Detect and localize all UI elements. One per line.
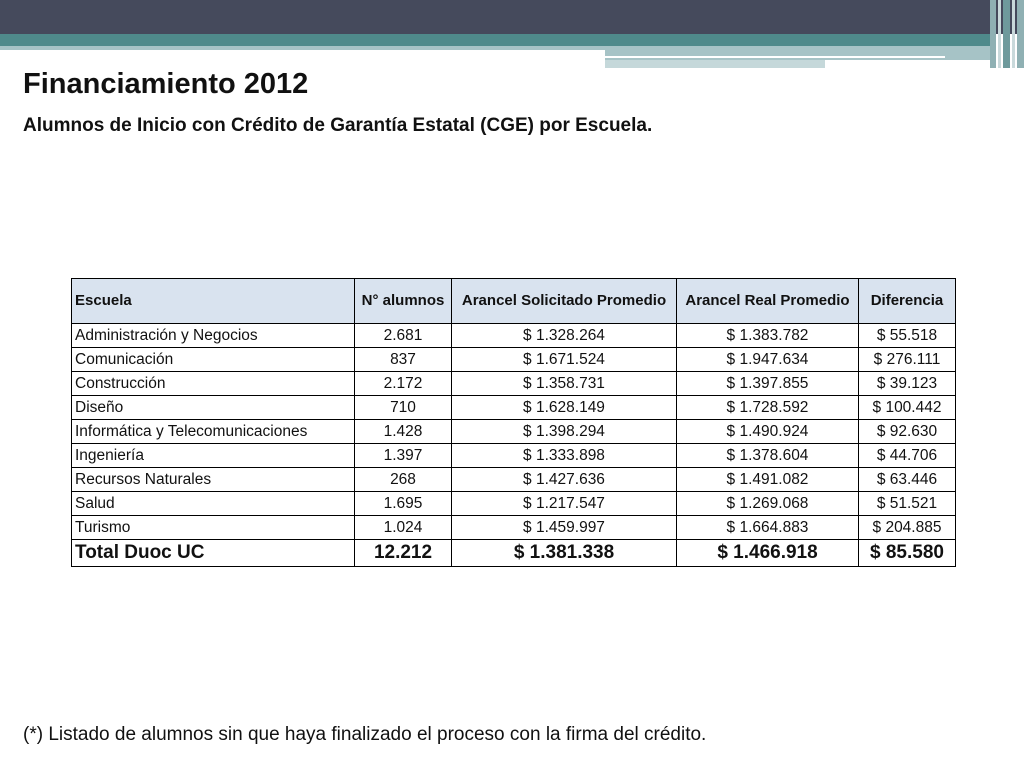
- column-header-escuela: Escuela: [72, 279, 355, 324]
- header-vertical-stripes: [990, 0, 1024, 68]
- header-bar-light-accent-2: [605, 60, 825, 68]
- cell-arancel-solicitado: $ 1.358.731: [452, 372, 677, 396]
- cell-escuela: Construcción: [72, 372, 355, 396]
- cell-arancel-real: $ 1.728.592: [677, 396, 859, 420]
- cell-arancel-solicitado: $ 1.333.898: [452, 444, 677, 468]
- table-row: [72, 420, 956, 444]
- cell-diferencia: $ 204.885: [859, 516, 956, 540]
- column-header-diferencia: Diferencia: [859, 279, 956, 324]
- total-diferencia: $ 85.580: [859, 540, 956, 567]
- total-arancel-solicitado: $ 1.381.338: [452, 540, 677, 567]
- header-bar-light-accent: [605, 50, 990, 60]
- cell-alumnos: 2.172: [355, 372, 452, 396]
- cell-alumnos: 1.024: [355, 516, 452, 540]
- cell-alumnos: 837: [355, 348, 452, 372]
- cell-escuela: Diseño: [72, 396, 355, 420]
- financing-table: [71, 278, 956, 567]
- table-header-row: [72, 279, 956, 324]
- cell-arancel-real: $ 1.491.082: [677, 468, 859, 492]
- header-divider-line: [605, 56, 945, 58]
- table-row: [72, 396, 956, 420]
- column-header-alumnos: N° alumnos: [355, 279, 452, 324]
- cell-diferencia: $ 51.521: [859, 492, 956, 516]
- cell-diferencia: $ 63.446: [859, 468, 956, 492]
- cell-arancel-real: $ 1.269.068: [677, 492, 859, 516]
- cell-alumnos: 1.397: [355, 444, 452, 468]
- cell-arancel-real: $ 1.947.634: [677, 348, 859, 372]
- table-row: [72, 324, 956, 348]
- cell-diferencia: $ 39.123: [859, 372, 956, 396]
- total-arancel-real: $ 1.466.918: [677, 540, 859, 567]
- column-header-arancel-real: Arancel Real Promedio: [677, 279, 859, 324]
- cell-diferencia: $ 44.706: [859, 444, 956, 468]
- page-subtitle: Alumnos de Inicio con Crédito de Garantía Estatal (CGE) por Escuela.: [23, 115, 653, 136]
- table-total-row: [72, 540, 956, 567]
- cell-arancel-solicitado: $ 1.328.264: [452, 324, 677, 348]
- cell-escuela: Administración y Negocios: [72, 324, 355, 348]
- cell-alumnos: 268: [355, 468, 452, 492]
- cell-arancel-real: $ 1.383.782: [677, 324, 859, 348]
- cell-arancel-solicitado: $ 1.459.997: [452, 516, 677, 540]
- cell-arancel-real: $ 1.378.604: [677, 444, 859, 468]
- cell-alumnos: 710: [355, 396, 452, 420]
- table-row: [72, 516, 956, 540]
- column-header-arancel-solicitado: Arancel Solicitado Promedio: [452, 279, 677, 324]
- cell-arancel-solicitado: $ 1.398.294: [452, 420, 677, 444]
- header-bar-dark: [0, 0, 1024, 34]
- cell-arancel-solicitado: $ 1.427.636: [452, 468, 677, 492]
- cell-escuela: Comunicación: [72, 348, 355, 372]
- cell-arancel-solicitado: $ 1.217.547: [452, 492, 677, 516]
- total-label: Total Duoc UC: [72, 540, 355, 567]
- cell-arancel-solicitado: $ 1.628.149: [452, 396, 677, 420]
- cell-escuela: Recursos Naturales: [72, 468, 355, 492]
- cell-diferencia: $ 100.442: [859, 396, 956, 420]
- footnote: (*) Listado de alumnos sin que haya finalizado el proceso con la firma del crédito.: [23, 724, 707, 745]
- cell-arancel-real: $ 1.490.924: [677, 420, 859, 444]
- header-bar-teal: [0, 34, 990, 46]
- cell-arancel-solicitado: $ 1.671.524: [452, 348, 677, 372]
- cell-escuela: Salud: [72, 492, 355, 516]
- cell-diferencia: $ 276.111: [859, 348, 956, 372]
- cell-escuela: Ingeniería: [72, 444, 355, 468]
- cell-diferencia: $ 55.518: [859, 324, 956, 348]
- cell-escuela: Turismo: [72, 516, 355, 540]
- cell-alumnos: 2.681: [355, 324, 452, 348]
- total-alumnos: 12.212: [355, 540, 452, 567]
- page-title: Financiamiento 2012: [23, 68, 309, 100]
- cell-arancel-real: $ 1.664.883: [677, 516, 859, 540]
- cell-arancel-real: $ 1.397.855: [677, 372, 859, 396]
- table-row: [72, 348, 956, 372]
- table-row: [72, 444, 956, 468]
- cell-alumnos: 1.428: [355, 420, 452, 444]
- cell-escuela: Informática y Telecomunicaciones: [72, 420, 355, 444]
- table-row: [72, 468, 956, 492]
- table-row: [72, 492, 956, 516]
- cell-diferencia: $ 92.630: [859, 420, 956, 444]
- table-row: [72, 372, 956, 396]
- cell-alumnos: 1.695: [355, 492, 452, 516]
